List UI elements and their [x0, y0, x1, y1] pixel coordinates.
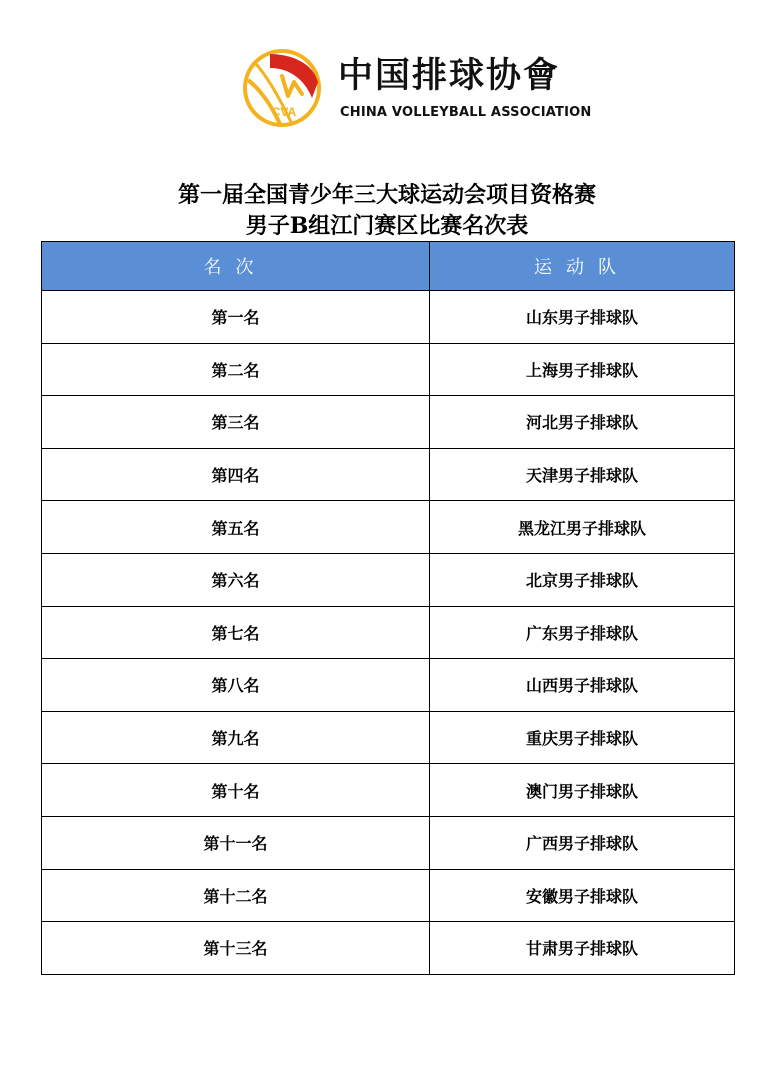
ranking-table: [41, 241, 735, 975]
team-cell: 北京男子排球队: [430, 553, 735, 606]
rank-cell: 第四名: [42, 448, 430, 501]
table-row: [42, 396, 735, 449]
table-row: [42, 501, 735, 554]
table-row: [42, 764, 735, 817]
table-row: [42, 291, 735, 344]
column-header-team: 运动队: [430, 242, 735, 291]
volleyball-logo-icon: [242, 48, 322, 128]
team-cell: 重庆男子排球队: [430, 711, 735, 764]
table-row: [42, 606, 735, 659]
rank-cell: 第十三名: [42, 922, 430, 975]
team-cell: 山东男子排球队: [430, 291, 735, 344]
association-name-en: CHINA VOLLEYBALL ASSOCIATION: [340, 105, 592, 120]
column-header-rank: 名次: [42, 242, 430, 291]
table-row: [42, 448, 735, 501]
association-header: [242, 48, 592, 128]
table-row: [42, 343, 735, 396]
table-row: [42, 659, 735, 712]
team-cell: 上海男子排球队: [430, 343, 735, 396]
team-cell: 河北男子排球队: [430, 396, 735, 449]
table-row: [42, 711, 735, 764]
rank-cell: 第十名: [42, 764, 430, 817]
team-cell: 天津男子排球队: [430, 448, 735, 501]
rank-cell: 第七名: [42, 606, 430, 659]
team-cell: 广西男子排球队: [430, 816, 735, 869]
rank-cell: 第五名: [42, 501, 430, 554]
rank-cell: 第一名: [42, 291, 430, 344]
team-cell: 安徽男子排球队: [430, 869, 735, 922]
team-cell: 山西男子排球队: [430, 659, 735, 712]
team-cell: 甘肃男子排球队: [430, 922, 735, 975]
page-subtitle: 男子B组江门赛区比赛名次表: [245, 213, 529, 239]
team-cell: 广东男子排球队: [430, 606, 735, 659]
table-row: [42, 869, 735, 922]
rank-cell: 第二名: [42, 343, 430, 396]
emblem-text: CVA: [271, 105, 297, 119]
table-row: [42, 816, 735, 869]
rank-cell: 第十一名: [42, 816, 430, 869]
rank-cell: 第十二名: [42, 869, 430, 922]
table-row: [42, 922, 735, 975]
table-row: [42, 553, 735, 606]
team-cell: 黑龙江男子排球队: [430, 501, 735, 554]
rank-cell: 第九名: [42, 711, 430, 764]
rank-cell: 第六名: [42, 553, 430, 606]
page-title: 第一届全国青少年三大球运动会项目资格赛: [177, 182, 596, 208]
association-name-cn: 中国排球协會: [338, 56, 561, 96]
rank-cell: 第八名: [42, 659, 430, 712]
rank-cell: 第三名: [42, 396, 430, 449]
table-header-row: [42, 242, 735, 291]
team-cell: 澳门男子排球队: [430, 764, 735, 817]
